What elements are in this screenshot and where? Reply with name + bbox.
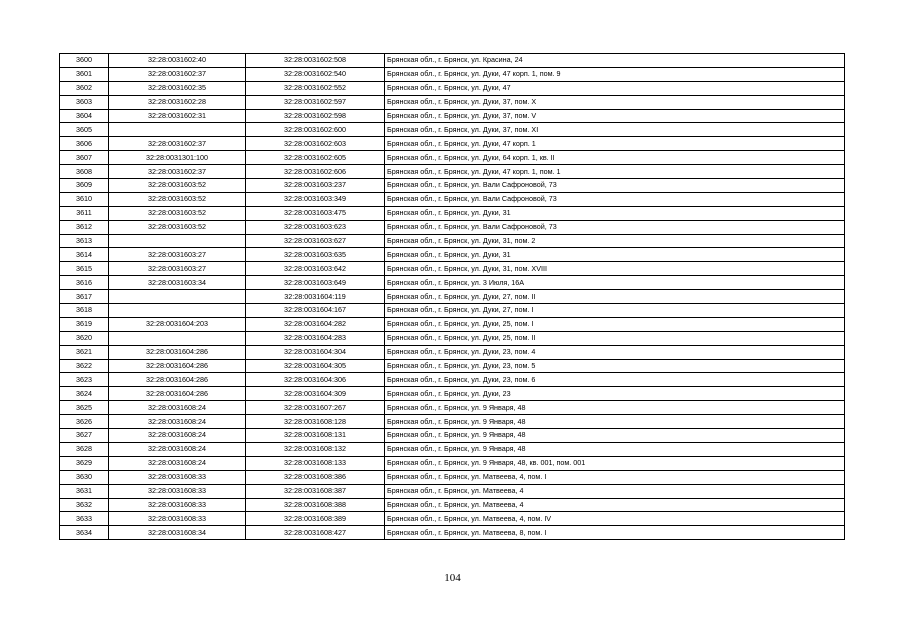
cadastral-number-cell: 32:28:0031603:635 bbox=[246, 248, 385, 262]
row-number-cell: 3633 bbox=[60, 512, 109, 526]
cadastral-number-cell: 32:28:0031604:309 bbox=[246, 387, 385, 401]
address-cell: Брянская обл., г. Брянск, ул. Дуки, 37, пом. V bbox=[385, 109, 845, 123]
parent-cadastral-number-cell: 32:28:0031604:286 bbox=[109, 345, 246, 359]
cadastral-number-cell: 32:28:0031603:623 bbox=[246, 220, 385, 234]
cadastral-number-cell: 32:28:0031602:597 bbox=[246, 95, 385, 109]
table-row bbox=[60, 109, 845, 123]
parent-cadastral-number-cell: 32:28:0031608:24 bbox=[109, 456, 246, 470]
row-number-cell: 3609 bbox=[60, 179, 109, 193]
parent-cadastral-number-cell: 32:28:0031602:40 bbox=[109, 54, 246, 68]
address-cell: Брянская обл., г. Брянск, ул. Матвеева, 4 bbox=[385, 484, 845, 498]
table-row bbox=[60, 234, 845, 248]
address-cell: Брянская обл., г. Брянск, ул. Дуки, 31 bbox=[385, 206, 845, 220]
row-number-cell: 3612 bbox=[60, 220, 109, 234]
address-cell: Брянская обл., г. Брянск, ул. Вали Сафроновой, 73 bbox=[385, 192, 845, 206]
table-row bbox=[60, 54, 845, 68]
address-cell: Брянская обл., г. Брянск, ул. 9 Января, 48 bbox=[385, 401, 845, 415]
table-row bbox=[60, 331, 845, 345]
row-number-cell: 3626 bbox=[60, 415, 109, 429]
address-cell: Брянская обл., г. Брянск, ул. Дуки, 27, пом. II bbox=[385, 290, 845, 304]
address-cell: Брянская обл., г. Брянск, ул. Дуки, 47 bbox=[385, 81, 845, 95]
parent-cadastral-number-cell: 32:28:0031603:52 bbox=[109, 220, 246, 234]
table-row bbox=[60, 456, 845, 470]
cadastral-number-cell: 32:28:0031603:642 bbox=[246, 262, 385, 276]
parent-cadastral-number-cell: 32:28:0031608:24 bbox=[109, 442, 246, 456]
address-cell: Брянская обл., г. Брянск, ул. 9 Января, 48, кв. 001, пом. 001 bbox=[385, 456, 845, 470]
address-cell: Брянская обл., г. Брянск, ул. Дуки, 37, пом. XI bbox=[385, 123, 845, 137]
parent-cadastral-number-cell: 32:28:0031603:52 bbox=[109, 206, 246, 220]
table-row bbox=[60, 359, 845, 373]
row-number-cell: 3620 bbox=[60, 331, 109, 345]
registry-table bbox=[59, 53, 845, 540]
cadastral-number-cell: 32:28:0031608:389 bbox=[246, 512, 385, 526]
cadastral-number-cell: 32:28:0031604:283 bbox=[246, 331, 385, 345]
cadastral-number-cell: 32:28:0031607:267 bbox=[246, 401, 385, 415]
table-row bbox=[60, 290, 845, 304]
address-cell: Брянская обл., г. Брянск, ул. Дуки, 27, пом. I bbox=[385, 304, 845, 318]
parent-cadastral-number-cell bbox=[109, 123, 246, 137]
cadastral-number-cell: 32:28:0031602:600 bbox=[246, 123, 385, 137]
row-number-cell: 3602 bbox=[60, 81, 109, 95]
row-number-cell: 3606 bbox=[60, 137, 109, 151]
row-number-cell: 3617 bbox=[60, 290, 109, 304]
cadastral-number-cell: 32:28:0031602:598 bbox=[246, 109, 385, 123]
table-row bbox=[60, 415, 845, 429]
row-number-cell: 3619 bbox=[60, 317, 109, 331]
parent-cadastral-number-cell: 32:28:0031602:28 bbox=[109, 95, 246, 109]
parent-cadastral-number-cell: 32:28:0031608:33 bbox=[109, 484, 246, 498]
page-number: 104 bbox=[444, 572, 461, 584]
cadastral-number-cell: 32:28:0031602:540 bbox=[246, 67, 385, 81]
parent-cadastral-number-cell: 32:28:0031608:24 bbox=[109, 415, 246, 429]
table-row bbox=[60, 317, 845, 331]
table-row bbox=[60, 192, 845, 206]
cadastral-number-cell: 32:28:0031608:128 bbox=[246, 415, 385, 429]
row-number-cell: 3607 bbox=[60, 151, 109, 165]
parent-cadastral-number-cell: 32:28:0031603:27 bbox=[109, 248, 246, 262]
cadastral-number-cell: 32:28:0031608:386 bbox=[246, 470, 385, 484]
table-row bbox=[60, 470, 845, 484]
cadastral-number-cell: 32:28:0031604:304 bbox=[246, 345, 385, 359]
table-row bbox=[60, 137, 845, 151]
row-number-cell: 3600 bbox=[60, 54, 109, 68]
table-row bbox=[60, 165, 845, 179]
address-cell: Брянская обл., г. Брянск, ул. Красина, 24 bbox=[385, 54, 845, 68]
table-row bbox=[60, 387, 845, 401]
parent-cadastral-number-cell bbox=[109, 234, 246, 248]
table-row bbox=[60, 67, 845, 81]
parent-cadastral-number-cell: 32:28:0031603:52 bbox=[109, 192, 246, 206]
address-cell: Брянская обл., г. Брянск, ул. Матвеева, 4, пом. IV bbox=[385, 512, 845, 526]
row-number-cell: 3616 bbox=[60, 276, 109, 290]
address-cell: Брянская обл., г. Брянск, ул. Дуки, 31, пом. XVIII bbox=[385, 262, 845, 276]
cadastral-number-cell: 32:28:0031603:475 bbox=[246, 206, 385, 220]
parent-cadastral-number-cell: 32:28:0031602:31 bbox=[109, 109, 246, 123]
row-number-cell: 3630 bbox=[60, 470, 109, 484]
table-row bbox=[60, 345, 845, 359]
cadastral-number-cell: 32:28:0031604:167 bbox=[246, 304, 385, 318]
cadastral-number-cell: 32:28:0031608:132 bbox=[246, 442, 385, 456]
cadastral-number-cell: 32:28:0031602:603 bbox=[246, 137, 385, 151]
table-row bbox=[60, 262, 845, 276]
table-row bbox=[60, 442, 845, 456]
table-row bbox=[60, 401, 845, 415]
parent-cadastral-number-cell bbox=[109, 290, 246, 304]
table-row bbox=[60, 512, 845, 526]
parent-cadastral-number-cell: 32:28:0031603:34 bbox=[109, 276, 246, 290]
cadastral-number-cell: 32:28:0031604:119 bbox=[246, 290, 385, 304]
cadastral-number-cell: 32:28:0031603:349 bbox=[246, 192, 385, 206]
table-row bbox=[60, 123, 845, 137]
cadastral-number-cell: 32:28:0031604:306 bbox=[246, 373, 385, 387]
cadastral-number-cell: 32:28:0031608:388 bbox=[246, 498, 385, 512]
table-row bbox=[60, 95, 845, 109]
address-cell: Брянская обл., г. Брянск, ул. Дуки, 25, пом. II bbox=[385, 331, 845, 345]
address-cell: Брянская обл., г. Брянск, ул. Дуки, 23, пом. 4 bbox=[385, 345, 845, 359]
cadastral-number-cell: 32:28:0031608:387 bbox=[246, 484, 385, 498]
row-number-cell: 3603 bbox=[60, 95, 109, 109]
parent-cadastral-number-cell: 32:28:0031602:37 bbox=[109, 165, 246, 179]
address-cell: Брянская обл., г. Брянск, ул. Дуки, 47 корп. 1, пом. 1 bbox=[385, 165, 845, 179]
table-row bbox=[60, 373, 845, 387]
row-number-cell: 3624 bbox=[60, 387, 109, 401]
address-cell: Брянская обл., г. Брянск, ул. Дуки, 47 корп. 1 bbox=[385, 137, 845, 151]
parent-cadastral-number-cell: 32:28:0031608:33 bbox=[109, 470, 246, 484]
table-row bbox=[60, 484, 845, 498]
cadastral-number-cell: 32:28:0031602:606 bbox=[246, 165, 385, 179]
row-number-cell: 3623 bbox=[60, 373, 109, 387]
parent-cadastral-number-cell: 32:28:0031604:203 bbox=[109, 317, 246, 331]
registry-table-body bbox=[60, 54, 845, 540]
parent-cadastral-number-cell: 32:28:0031603:52 bbox=[109, 179, 246, 193]
cadastral-number-cell: 32:28:0031603:627 bbox=[246, 234, 385, 248]
row-number-cell: 3605 bbox=[60, 123, 109, 137]
row-number-cell: 3615 bbox=[60, 262, 109, 276]
parent-cadastral-number-cell: 32:28:0031603:27 bbox=[109, 262, 246, 276]
row-number-cell: 3628 bbox=[60, 442, 109, 456]
cadastral-number-cell: 32:28:0031604:282 bbox=[246, 317, 385, 331]
table-row bbox=[60, 81, 845, 95]
table-row bbox=[60, 206, 845, 220]
table-row bbox=[60, 498, 845, 512]
row-number-cell: 3604 bbox=[60, 109, 109, 123]
cadastral-number-cell: 32:28:0031608:133 bbox=[246, 456, 385, 470]
row-number-cell: 3631 bbox=[60, 484, 109, 498]
address-cell: Брянская обл., г. Брянск, ул. Дуки, 25, пом. I bbox=[385, 317, 845, 331]
address-cell: Брянская обл., г. Брянск, ул. Матвеева, 4, пом. I bbox=[385, 470, 845, 484]
address-cell: Брянская обл., г. Брянск, ул. Дуки, 64 корп. 1, кв. II bbox=[385, 151, 845, 165]
address-cell: Брянская обл., г. Брянск, ул. Дуки, 23 bbox=[385, 387, 845, 401]
cadastral-number-cell: 32:28:0031608:427 bbox=[246, 526, 385, 540]
parent-cadastral-number-cell: 32:28:0031608:33 bbox=[109, 498, 246, 512]
parent-cadastral-number-cell: 32:28:0031608:24 bbox=[109, 429, 246, 443]
cadastral-number-cell: 32:28:0031603:649 bbox=[246, 276, 385, 290]
row-number-cell: 3601 bbox=[60, 67, 109, 81]
parent-cadastral-number-cell: 32:28:0031301:100 bbox=[109, 151, 246, 165]
row-number-cell: 3629 bbox=[60, 456, 109, 470]
address-cell: Брянская обл., г. Брянск, ул. Матвеева, 4 bbox=[385, 498, 845, 512]
address-cell: Брянская обл., г. Брянск, ул. Дуки, 23, пом. 5 bbox=[385, 359, 845, 373]
address-cell: Брянская обл., г. Брянск, ул. Дуки, 37, пом. X bbox=[385, 95, 845, 109]
row-number-cell: 3610 bbox=[60, 192, 109, 206]
cadastral-number-cell: 32:28:0031602:605 bbox=[246, 151, 385, 165]
row-number-cell: 3611 bbox=[60, 206, 109, 220]
row-number-cell: 3625 bbox=[60, 401, 109, 415]
row-number-cell: 3621 bbox=[60, 345, 109, 359]
parent-cadastral-number-cell: 32:28:0031602:35 bbox=[109, 81, 246, 95]
row-number-cell: 3614 bbox=[60, 248, 109, 262]
row-number-cell: 3613 bbox=[60, 234, 109, 248]
cadastral-number-cell: 32:28:0031602:508 bbox=[246, 54, 385, 68]
parent-cadastral-number-cell bbox=[109, 331, 246, 345]
address-cell: Брянская обл., г. Брянск, ул. Вали Сафроновой, 73 bbox=[385, 179, 845, 193]
parent-cadastral-number-cell bbox=[109, 304, 246, 318]
row-number-cell: 3622 bbox=[60, 359, 109, 373]
address-cell: Брянская обл., г. Брянск, ул. Дуки, 23, пом. 6 bbox=[385, 373, 845, 387]
cadastral-number-cell: 32:28:0031602:552 bbox=[246, 81, 385, 95]
address-cell: Брянская обл., г. Брянск, ул. 9 Января, 48 bbox=[385, 415, 845, 429]
table-row bbox=[60, 179, 845, 193]
parent-cadastral-number-cell: 32:28:0031604:286 bbox=[109, 387, 246, 401]
parent-cadastral-number-cell: 32:28:0031608:33 bbox=[109, 512, 246, 526]
row-number-cell: 3634 bbox=[60, 526, 109, 540]
table-row bbox=[60, 276, 845, 290]
address-cell: Брянская обл., г. Брянск, ул. 9 Января, 48 bbox=[385, 429, 845, 443]
parent-cadastral-number-cell: 32:28:0031602:37 bbox=[109, 67, 246, 81]
parent-cadastral-number-cell: 32:28:0031608:24 bbox=[109, 401, 246, 415]
address-cell: Брянская обл., г. Брянск, ул. Вали Сафроновой, 73 bbox=[385, 220, 845, 234]
table-row bbox=[60, 429, 845, 443]
row-number-cell: 3608 bbox=[60, 165, 109, 179]
address-cell: Брянская обл., г. Брянск, ул. Дуки, 47 корп. 1, пом. 9 bbox=[385, 67, 845, 81]
row-number-cell: 3627 bbox=[60, 429, 109, 443]
cadastral-number-cell: 32:28:0031604:305 bbox=[246, 359, 385, 373]
table-row bbox=[60, 151, 845, 165]
row-number-cell: 3632 bbox=[60, 498, 109, 512]
address-cell: Брянская обл., г. Брянск, ул. 9 Января, 48 bbox=[385, 442, 845, 456]
table-row bbox=[60, 248, 845, 262]
parent-cadastral-number-cell: 32:28:0031604:286 bbox=[109, 373, 246, 387]
parent-cadastral-number-cell: 32:28:0031602:37 bbox=[109, 137, 246, 151]
table-row bbox=[60, 526, 845, 540]
address-cell: Брянская обл., г. Брянск, ул. Дуки, 31, пом. 2 bbox=[385, 234, 845, 248]
address-cell: Брянская обл., г. Брянск, ул. Матвеева, 8, пом. I bbox=[385, 526, 845, 540]
cadastral-number-cell: 32:28:0031603:237 bbox=[246, 179, 385, 193]
cadastral-number-cell: 32:28:0031608:131 bbox=[246, 429, 385, 443]
table-row bbox=[60, 304, 845, 318]
parent-cadastral-number-cell: 32:28:0031604:286 bbox=[109, 359, 246, 373]
address-cell: Брянская обл., г. Брянск, ул. 3 Июля, 16А bbox=[385, 276, 845, 290]
table-row bbox=[60, 220, 845, 234]
parent-cadastral-number-cell: 32:28:0031608:34 bbox=[109, 526, 246, 540]
address-cell: Брянская обл., г. Брянск, ул. Дуки, 31 bbox=[385, 248, 845, 262]
row-number-cell: 3618 bbox=[60, 304, 109, 318]
